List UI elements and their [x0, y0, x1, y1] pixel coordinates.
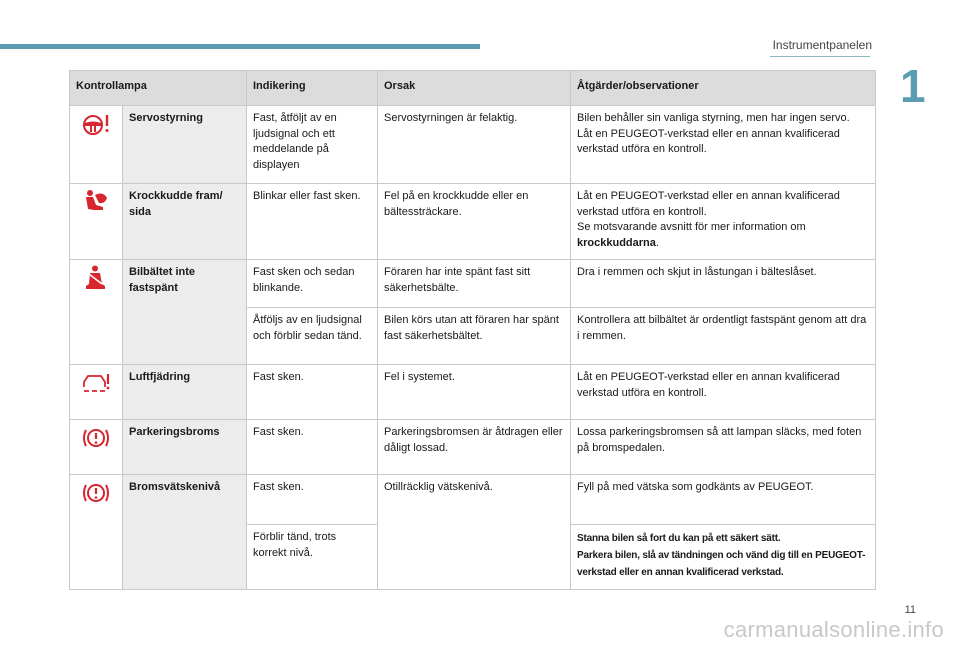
- lamp-cause: Föraren har inte spänt fast sitt säkerhetsbälte.: [378, 260, 571, 308]
- lamp-indication: Fast, åtföljt av en ljudsignal och ett meddelande på displayen: [247, 106, 378, 184]
- lamp-indication: Fast sken.: [247, 365, 378, 420]
- lamp-name: Bilbältet inte fastspänt: [123, 260, 247, 365]
- lamp-action-text: Låt en PEUGEOT-verkstad eller en annan kvalificerad verkstad utföra en kontroll. Se motsvarande avsnitt för mer information om: [577, 190, 840, 233]
- header-rule: [770, 56, 870, 57]
- seatbelt-icon: [81, 265, 111, 291]
- column-header-cause: Orsak: [378, 71, 571, 106]
- watermark: carmanualsonline.info: [723, 617, 944, 642]
- steering-wheel-warning-icon: [81, 111, 111, 137]
- lamp-indication-secondary: Förblir tänd, trots korrekt nivå.: [247, 525, 378, 590]
- lamp-name: Luftfjädring: [123, 365, 247, 420]
- brake-fluid-icon: [81, 480, 111, 506]
- column-header-action: Åtgärder/observationer: [571, 71, 876, 106]
- table-row: [70, 260, 876, 308]
- lamp-action: Dra i remmen och skjut in låstungan i bälteslåset.: [571, 260, 876, 308]
- lamp-cause-secondary: Bilen körs utan att föraren har spänt fast säkerhetsbältet.: [378, 308, 571, 365]
- parking-brake-icon: [81, 425, 111, 451]
- lamp-action: Fyll på med vätska som godkänts av PEUGEOT.: [571, 475, 876, 525]
- airbag-reference: krockkuddarna: [577, 236, 656, 249]
- airbag-icon: [81, 189, 111, 215]
- lamp-indication: Fast sken och sedan blinkande.: [247, 260, 378, 308]
- lamp-action: Låt en PEUGEOT-verkstad eller en annan kvalificerad verkstad utföra en kontroll.: [571, 365, 876, 420]
- lamp-name: Servostyrning: [123, 106, 247, 184]
- lamp-indication: Fast sken.: [247, 475, 378, 525]
- lamp-action-secondary: Kontrollera att bilbältet är ordentligt fastspänt genom att dra i remmen.: [571, 308, 876, 365]
- page-number: 11: [904, 604, 916, 616]
- lamp-indication-secondary: Åtföljs av en ljudsignal och förblir sedan tänd.: [247, 308, 378, 365]
- lamp-action: Bilen behåller sin vanliga styrning, men har ingen servo. Låt en PEUGEOT-verkstad eller en annan kvalificerad verkstad utföra en kontroll.: [571, 106, 876, 184]
- lamp-action: Lossa parkeringsbromsen så att lampan släcks, med foten på bromspedalen.: [571, 420, 876, 475]
- table-row: [70, 420, 876, 475]
- section-title: Instrumentpanelen: [772, 38, 872, 52]
- table-row: [70, 106, 876, 184]
- lamp-indication: Blinkar eller fast sken.: [247, 184, 378, 260]
- table-row: [70, 184, 876, 260]
- lamp-cause: Parkeringsbromsen är åtdragen eller dåligt lossad.: [378, 420, 571, 475]
- lamp-icon-cell: [70, 184, 123, 260]
- chapter-number: 1: [900, 60, 926, 112]
- warning-lamp-table: [69, 70, 876, 590]
- lamp-action-warning: Stanna bilen så fort du kan på ett säkert sätt. Parkera bilen, slå av tändningen och vänd dig till en PEUGEOT-verkstad eller en annan kvalificerad verkstad.: [571, 525, 876, 590]
- lamp-indication: Fast sken.: [247, 420, 378, 475]
- lamp-name: Parkeringsbroms: [123, 420, 247, 475]
- table-header-row: [70, 71, 876, 106]
- air-suspension-icon: [81, 370, 111, 396]
- lamp-icon-cell: [70, 420, 123, 475]
- lamp-icon-cell: [70, 260, 123, 365]
- lamp-icon-cell: [70, 106, 123, 184]
- lamp-cause: Fel i systemet.: [378, 365, 571, 420]
- lamp-cause: Servostyrningen är felaktig.: [378, 106, 571, 184]
- top-accent-bar: [0, 44, 480, 49]
- lamp-action: [571, 184, 876, 260]
- lamp-cause: Fel på en krockkudde eller en bältessträckare.: [378, 184, 571, 260]
- lamp-name: Bromsvätskenivå: [123, 475, 247, 590]
- lamp-name: Krockkudde fram/ sida: [123, 184, 247, 260]
- column-header-indication: Indikering: [247, 71, 378, 106]
- table-row: [70, 475, 876, 525]
- table-row: [70, 365, 876, 420]
- lamp-icon-cell: [70, 475, 123, 590]
- lamp-action-end: .: [655, 236, 659, 249]
- lamp-icon-cell: [70, 365, 123, 420]
- column-header-lamp: Kontrollampa: [70, 71, 247, 106]
- lamp-cause: Otillräcklig vätskenivå.: [378, 475, 571, 590]
